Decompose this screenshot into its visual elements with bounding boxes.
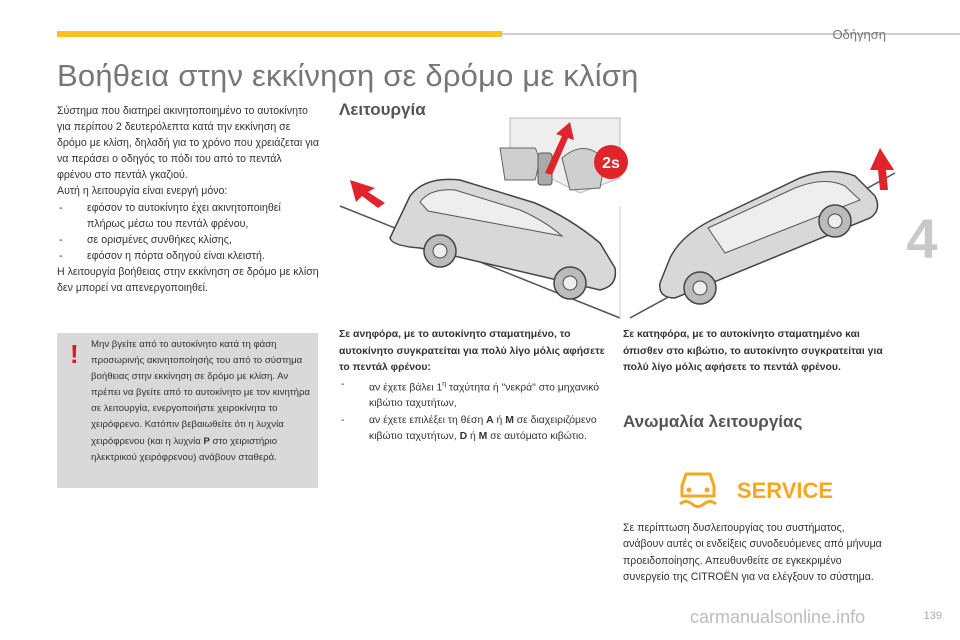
uphill-item-text: σε διαχειριζόμενο κιβώτιο ταχυτήτων, — [369, 414, 597, 443]
uphill-item-text: αν έχετε βάλει 1 — [369, 381, 443, 393]
uphill-item-text: ή — [493, 414, 506, 426]
page-number: 139 — [923, 610, 942, 622]
uphill-item-text: αν έχετε επιλέξει τη θέση — [369, 414, 487, 426]
gear-m-letter: M — [478, 431, 488, 443]
uphill-item-text: ταχύτητα ή "νεκρά" στο μηχανικό κιβώτιο ταχυτήτων, — [369, 381, 600, 410]
warning-text-part: Μην βγείτε από το αυτοκίνητο κατά τη φάση προσωρινής ακινητοποίησής του από το σύστημα βοήθειας στην εκκίνηση σε δρόμο με κλίση. Αν πρέπει να βγείτε από το αυτοκίνητο με τον κινητήρα σε λειτουργία, ενεργοποιήστε χειροκίνητα το χειρόφρενο. Κατόπιν βεβαιωθείτε ότι η λυχνία χειρόφρενου (και η λυχνία — [91, 339, 310, 447]
operation-heading: Λειτουργία — [339, 100, 426, 119]
uphill-item-sup: η — [442, 380, 447, 388]
uphill-rollback-arrow-icon — [350, 180, 385, 208]
intro-paragraph: Σύστημα που διατηρεί ακινητοποιημένο το αυτοκίνητο για περίπου 2 δευτερόλεπτα κατά την εκκίνηση σε δρόμο με κλίση, δηλαδή για το χρόνο που χρειάζεται για να περάσει ο οδηγός το πόδι του από το πεντάλ φρένου στο πεντάλ γκαζιού. — [57, 105, 319, 182]
section-name: Οδήγηση — [832, 27, 886, 42]
warning-p-letter: P — [203, 435, 210, 447]
timer-label: 2s — [602, 155, 620, 172]
uphill-car-icon — [390, 179, 615, 299]
intro-text — [57, 103, 319, 296]
downhill-rollback-arrow-icon — [870, 148, 894, 190]
uphill-item-auto — [339, 413, 611, 446]
warning-text — [91, 337, 313, 466]
warning-text-part: στο χειριστήριο ηλεκτρικού χειρόφρενου) ανάβουν σταθερά. — [91, 435, 278, 463]
malfunction-heading: Ανωμαλία λειτουργίας — [623, 412, 803, 431]
hill-start-illustration — [330, 118, 905, 323]
uphill-item-text: ή — [467, 431, 479, 443]
condition-item: - σε ορισμένες συνθήκες κλίσης, — [57, 232, 319, 248]
gear-m-letter: M — [505, 414, 514, 426]
watermark: carmanualsonline.info — [690, 607, 866, 627]
condition-heading: Αυτή η λειτουργία είναι ενεργή μόνο: — [57, 185, 228, 198]
malfunction-paragraph: Σε περίπτωση δυσλειτουργίας του συστήματος, ανάβουν αυτές οι ενδείξεις συνοδευόμενες από μήνυμα προειδοποίησης. Απευθυνθείτε σε εγκεκριμένο συνεργείο της CITROËN για να ελέγξουν το σύστημα. — [623, 522, 882, 584]
downhill-car-icon — [660, 171, 878, 304]
uphill-caption — [339, 327, 611, 446]
page-title: Βοήθεια στην εκκίνηση σε δρόμο με κλίση — [57, 58, 639, 93]
chapter-number: 4 — [906, 207, 938, 270]
warning-exclamation-icon: ! — [70, 339, 79, 369]
condition-item: - εφόσον το αυτοκίνητο έχει ακινητοποιηθεί πλήρως μέσω του πεντάλ φρένου, — [57, 200, 319, 232]
service-label: SERVICE — [736, 478, 834, 503]
header-accent-bar — [57, 31, 502, 37]
header-rule — [502, 33, 960, 35]
gear-a-letter: A — [486, 414, 494, 426]
downhill-caption: Σε κατηφόρα, με το αυτοκίνητο σταματημένο και όπισθεν στο κιβώτιο, το αυτοκίνητο συγκρατείται για πολύ λίγο μόλις αφήσετε το πεντάλ φρένου. — [623, 329, 883, 373]
gear-d-letter: D — [459, 431, 468, 443]
timer-badge-icon — [594, 145, 628, 179]
condition-item: - εφόσον η πόρτα οδηγού είναι κλειστή. — [57, 248, 319, 264]
hill-assist-fault-warning-icon — [676, 470, 721, 508]
uphill-item-manual — [339, 377, 611, 413]
service-warning-icon — [736, 474, 834, 504]
malfunction-text — [623, 520, 888, 586]
uphill-item-text: σε αυτόματο κιβώτιο. — [487, 431, 587, 443]
closing-note: Η λειτουργία βοήθειας στην εκκίνηση σε δρόμο με κλίση δεν μπορεί να απενεργοποιηθεί. — [57, 265, 319, 295]
uphill-intro: Σε ανηφόρα, με το αυτοκίνητο σταματημένο, το αυτοκίνητο συγκρατείται για πολύ λίγο μόλις αφήσετε το πεντάλ φρένου: — [339, 329, 605, 373]
